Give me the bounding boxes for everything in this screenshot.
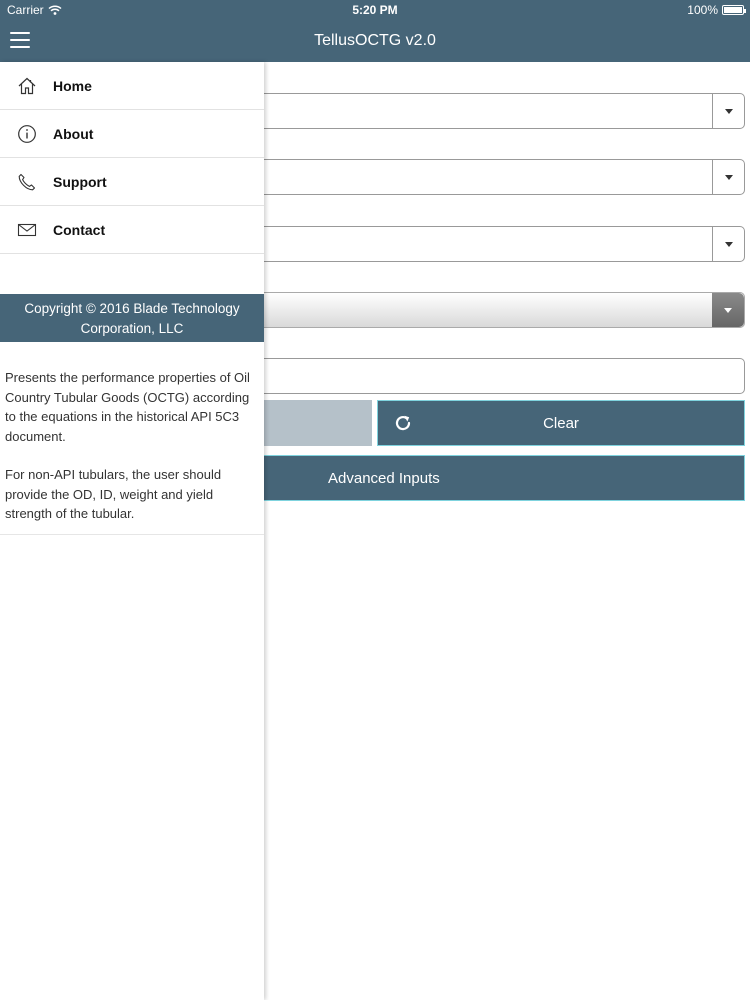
drawer-item-home[interactable]: [0, 62, 264, 110]
drawer-item-label: Support: [53, 173, 107, 190]
battery-icon: [722, 5, 744, 15]
battery-percent: 100%: [687, 3, 718, 17]
description-paragraph: For non-API tubulars, the user should provide the OD, ID, weight and yield strength of the tubular.: [5, 467, 222, 521]
drawer-item-label: Contact: [53, 221, 106, 238]
copyright-banner: Copyright © 2016 Blade Technology Corporation, LLC: [0, 294, 264, 342]
drawer-item-about[interactable]: [0, 110, 264, 158]
app-description: [0, 342, 264, 535]
drawer-item-support[interactable]: [0, 158, 264, 206]
refresh-icon: [394, 414, 412, 432]
status-time: 5:20 PM: [352, 3, 398, 17]
clear-label: Clear: [543, 414, 579, 432]
side-drawer: [0, 62, 264, 1000]
dropdown-toggle[interactable]: [712, 293, 744, 327]
nav-bar: [0, 20, 750, 62]
dropdown-toggle[interactable]: [712, 94, 744, 128]
caret-down-icon: [724, 308, 732, 313]
battery-indicator: [687, 0, 744, 20]
drawer-item-label: About: [53, 125, 94, 142]
description-paragraph: Presents the performance properties of Oil Country Tubular Goods (OCTG) according to the equations in the historical API 5C3 document.: [5, 370, 250, 444]
home-icon: [17, 76, 37, 96]
dropdown-toggle[interactable]: [712, 227, 744, 261]
carrier-label: Carrier: [7, 3, 44, 17]
envelope-icon: [17, 220, 37, 240]
caret-down-icon: [725, 175, 733, 180]
caret-down-icon: [725, 109, 733, 114]
info-icon: [17, 124, 37, 144]
caret-down-icon: [725, 242, 733, 247]
advanced-inputs-label: Advanced Inputs: [328, 469, 440, 487]
dropdown-toggle[interactable]: [712, 160, 744, 194]
app-title: TellusOCTG v2.0: [314, 32, 436, 49]
clear-button[interactable]: [377, 400, 745, 446]
drawer-item-label: Home: [53, 77, 92, 94]
status-bar: [0, 0, 750, 20]
drawer-item-contact[interactable]: [0, 206, 264, 254]
top-bar: [0, 0, 750, 62]
drawer-spacer: [0, 254, 264, 294]
phone-icon: [17, 172, 37, 192]
